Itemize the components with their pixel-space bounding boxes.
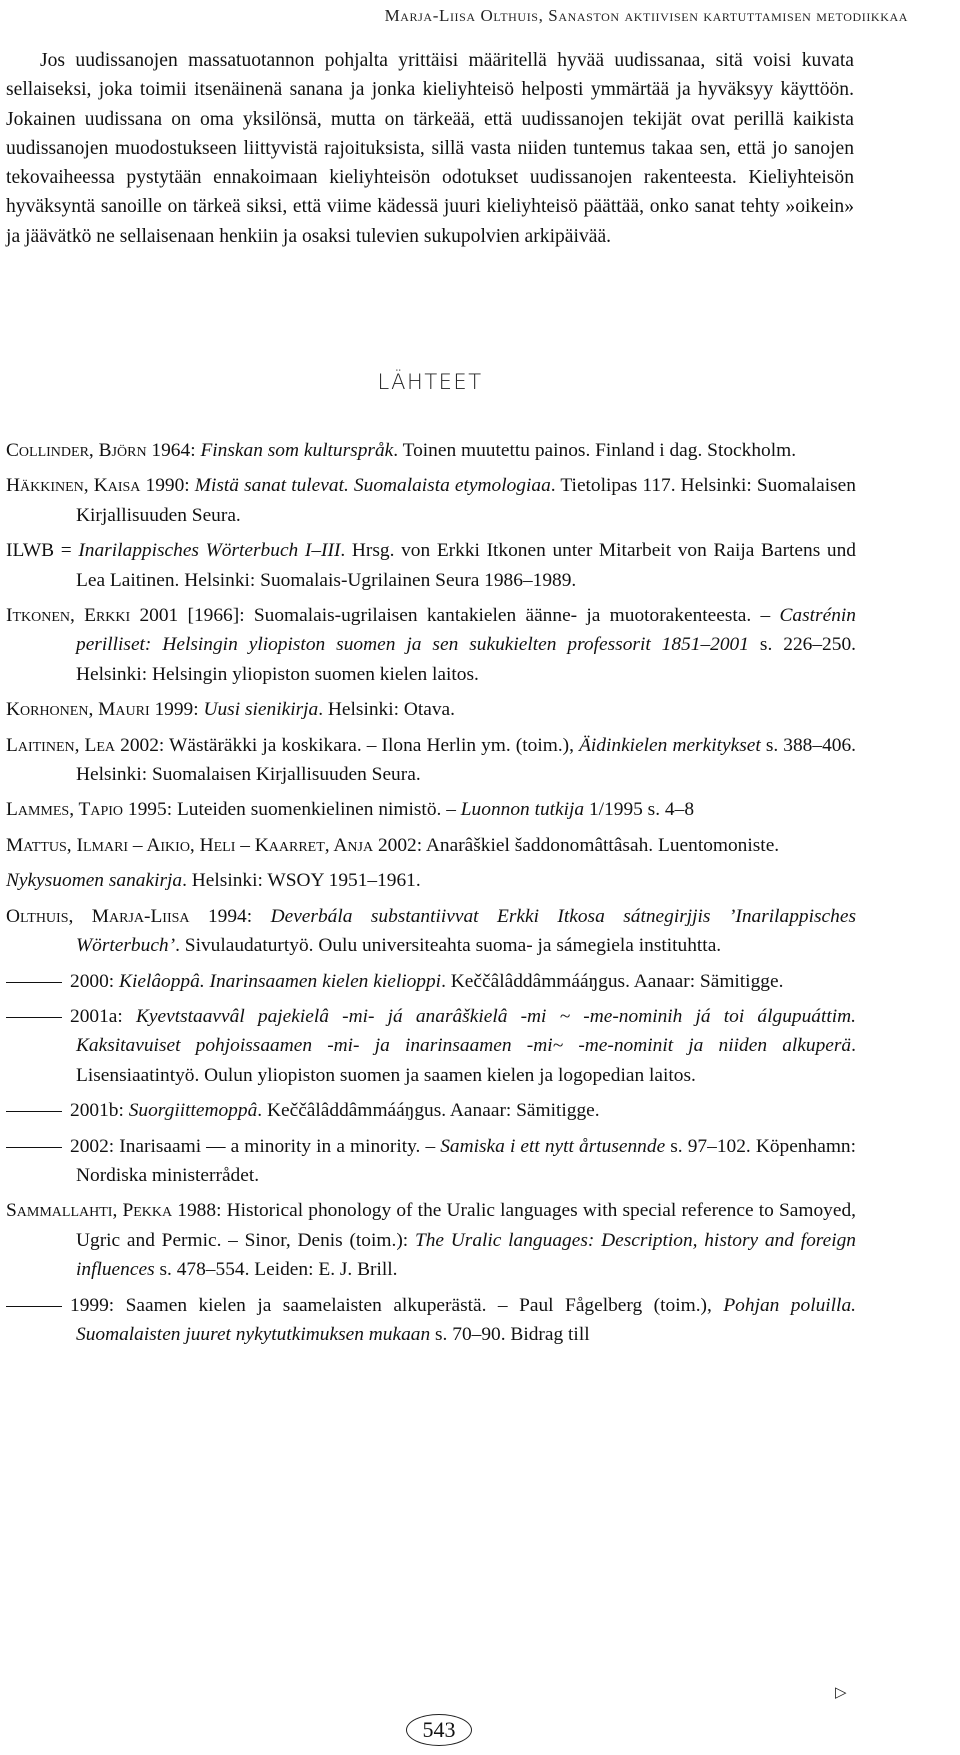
reference-item: ILWB = Inarilappisches Wörterbuch I–III. Hrsg. von Erkki Itkonen unter Mitarbeit von Raija Bartens und Lea Laitinen. Helsinki: Suomalais-Ugrilainen Seura 1986–1989.	[6, 540, 856, 591]
reference-item: Häkkinen, Kaisa 1990: Mistä sanat tulevat. Suomalaista etymologiaa. Tietolipas 117. Helsinki: Suomalaisen Kirjallisuuden Seura.	[6, 475, 856, 526]
reference-item: 2001b: Suorgiittemoppâ. Keččâlâddâmmááŋgus. Aanaar: Sämitigge.	[6, 1096, 856, 1125]
reference-item: Olthuis, Marja-Liisa 1994: Deverbála substantiivvat Erkki Itkosa sátnegirjjis ’Inarilappisches Wörterbuch’. Sivulaudaturtyö. Oulu universiteahta suoma- ja sámegiela instituhtta.	[6, 905, 857, 957]
repeat-author-dash	[6, 1017, 62, 1018]
running-header: Marja-Liisa Olthuis, Sanaston aktiivisen kartuttamisen metodiikkaa	[384, 6, 908, 25]
reference-item: Mattus, Ilmari – Aikio, Heli – Kaarret, Anja 2002: Anarâškiel šaddonomâttâsah. Luentomoniste.	[6, 834, 780, 856]
reference-item: 2001a: Kyevtstaavvâl pajekielâ -mi- já anarâškielâ -mi ~ -me-nominih já toi álgupuáttim. Kaksitavuiset pohjoissaamen -mi- ja inarinsaamen -mi~ -me-nominit ja niiden alkuperä. Lisensiaatintyö. Oulun yliopiston suomen ja saamen kielen ja logopedian laitos.	[6, 1002, 856, 1090]
reference-item: Collinder, Björn 1964: Finskan som kulturspråk. Toinen muutettu painos. Finland i dag. Stockholm.	[6, 440, 797, 461]
reference-item: Nykysuomen sanakirja. Helsinki: WSOY 1951–1961.	[6, 870, 421, 892]
reference-item: Lammes, Tapio 1995: Luteiden suomenkielinen nimistö. – Luonnon tutkija 1/1995 s. 4–8	[6, 799, 695, 821]
repeat-author-dash	[6, 1306, 62, 1307]
reference-item: Sammallahti, Pekka 1988: Historical phonology of the Uralic languages with special reference to Samoyed, Ugric and Permic. – Sinor, Denis (toim.): The Uralic languages: Description, history and foreign influences s. 478–554. Leiden: E. J. Brill.	[6, 1200, 856, 1281]
repeat-author-dash	[6, 1147, 62, 1148]
reference-item: Laitinen, Lea 2002: Wästäräkki ja koskikara. – Ilona Herlin ym. (toim.), Äidinkielen merkitykset s. 388–406. Helsinki: Suomalaisen Kirjallisuuden Seura.	[6, 734, 857, 786]
reference-item: Itkonen, Erkki 2001 [1966]: Suomalais-ugrilaisen kantakielen äänne- ja muotorakenteesta. – Castrénin perilliset: Helsingin yliopiston suomen ja sen sukukielten professorit 1851–2001 s. 226–250. Helsinki: Helsingin yliopiston suomen kielen laitos.	[6, 605, 856, 685]
repeat-author-dash	[6, 982, 62, 983]
repeat-author-dash	[6, 1111, 62, 1112]
reference-item: 2000: Kielâoppâ. Inarinsaamen kielen kielioppi. Keččâlâddâmmááŋgus. Aanaar: Sämitigge.	[6, 967, 856, 996]
page-number: 543	[406, 1714, 472, 1746]
continuation-arrow-icon: ▷	[835, 1685, 847, 1701]
reference-item: 1999: Saamen kielen ja saamelaisten alkuperästä. – Paul Fågelberg (toim.), Pohjan poluilla. Suomalaisten juuret nykytutkimuksen mukaan s. 70–90. Bidrag till	[6, 1291, 856, 1350]
reference-item: Korhonen, Mauri 1999: Uusi sienikirja. Helsinki: Otava.	[6, 699, 456, 721]
reference-item: 2002: Inarisaami — a minority in a minority. – Samiska i ett nytt årtusennde s. 97–102. Köpenhamn: Nordiska ministerrådet.	[6, 1132, 856, 1191]
reference-list	[6, 436, 856, 1349]
body-paragraph: Jos uudissanojen massatuotannon pohjalta yrittäisi määritellä hyvää uudissanaa, sitä voisi kuvata sellaiseksi, joka toimii itsenäinenä sanana ja jonka kieliyhteisö helposti ymmärtää ja hyväksyy käyttöön. Jokainen uudissana on oma yksilönsä, mutta on tärkeää, että uudissanojen tekijät ovat perillä kaikista uudissanojen muodostukseen liittyvistä rajoituksista, sillä vasta niiden tuntemus takaa sen, että jo sanojen tekovaiheessa pystytään ennakoimaan kieliyhteisön odotukset uudissanojen rakenteesta. Kieliyhteisön hyväksyntä sanoille on tärkeä siksi, että viime kädessä juuri kieliyhteisö päättää, onko sanat tehty »oikein» ja jäävätkö ne sellaisenaan henkiin ja osaksi tulevien sukupolvien arkipäivää.	[6, 50, 854, 247]
section-title: LÄHTEET	[377, 370, 483, 394]
body-text	[6, 46, 854, 251]
